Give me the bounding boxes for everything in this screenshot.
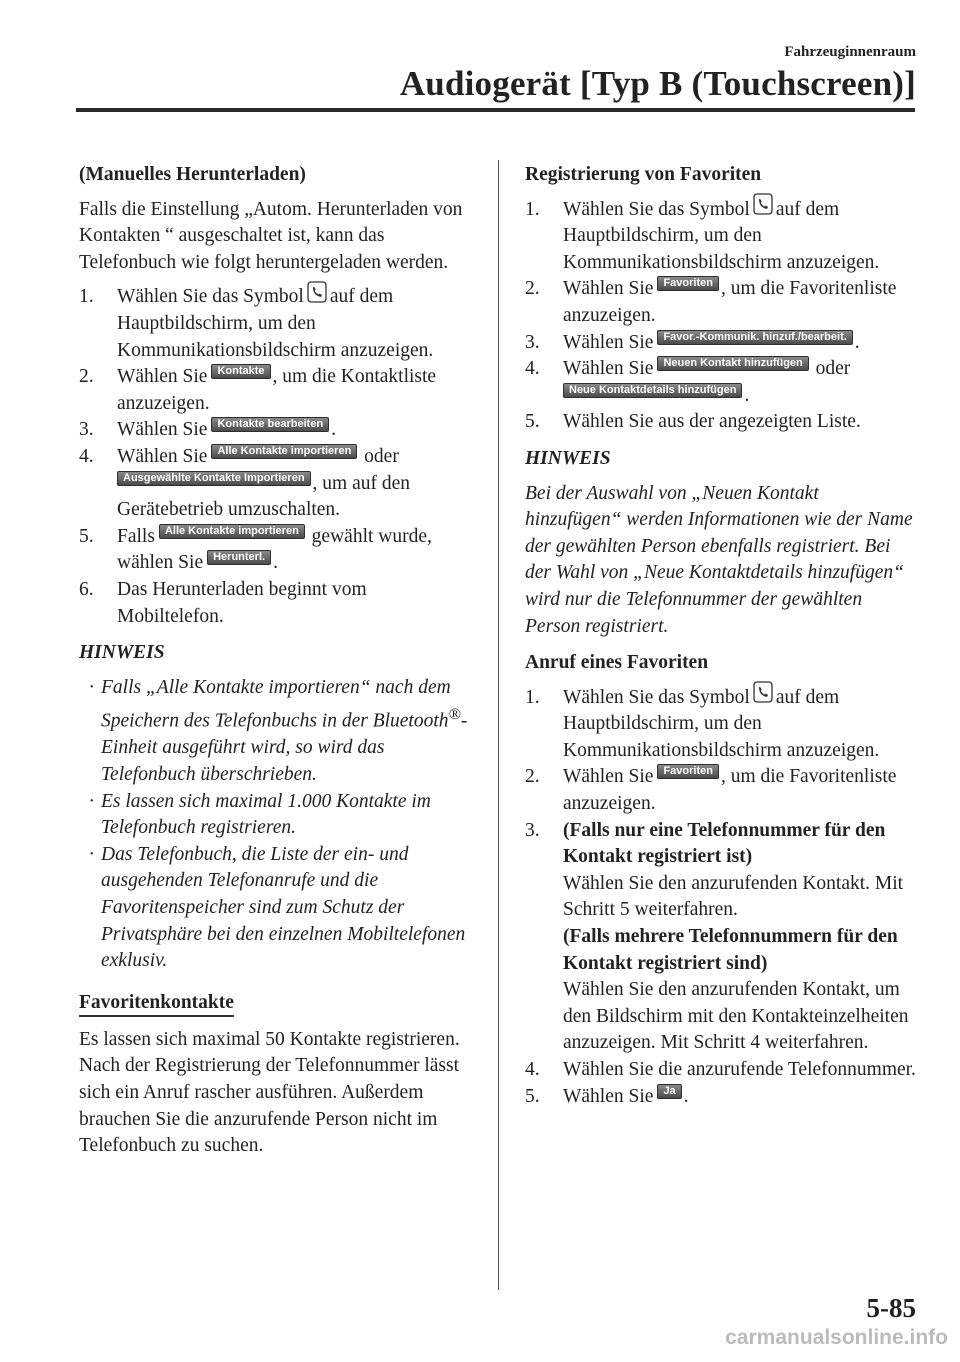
favoriten-button-2[interactable]: Favoriten (657, 764, 719, 779)
kontakte-button[interactable]: Kontakte (211, 364, 270, 379)
step-5: 5. Wählen Sie Ja . (525, 1084, 689, 1107)
manual-download-steps (79, 284, 474, 630)
footer-watermark: carmanualsonline.info (725, 1326, 948, 1349)
ausgewaehlte-kontakte-importieren-button[interactable]: Ausgewählte Kontakte Importieren (117, 471, 311, 486)
kontakte-bearbeiten-button[interactable]: Kontakte bearbeiten (211, 417, 329, 432)
step-5: 5. Falls Alle Kontakte importieren gewählt wurde, wählen Sie Herunterl. . (79, 524, 432, 574)
registrierung-steps (525, 197, 920, 436)
list-item: · Es lassen sich maximal 1.000 Kontakte im Telefonbuch registrieren. (89, 790, 431, 839)
phone-icon (307, 281, 327, 303)
hinweis-label: HINWEIS (79, 642, 165, 664)
page-title: Audiogerät [Typ B (Touchscreen)] (399, 64, 916, 103)
step-4: 4. Wählen Sie Alle Kontakte importieren oder Ausgewählte Kontakte Importieren , um auf den Gerätebetrieb umzuschalten. (79, 444, 411, 521)
hinweis-bullets (79, 675, 474, 975)
step-6: 6. Das Herunterladen beginnt vom Mobiltelefon. (79, 578, 367, 627)
registrierung-heading: Registrierung von Favoriten (525, 164, 762, 185)
neuen-kontakt-hinzufuegen-button[interactable]: Neuen Kontakt hinzufügen (657, 356, 808, 371)
step-4: 4. Wählen Sie die anzurufende Telefonnummer. (525, 1059, 916, 1080)
left-column (79, 162, 474, 1168)
page-number: 5-85 (866, 1293, 916, 1323)
condition-single-number: (Falls nur eine Telefonnummer für den Kontakt registriert ist) (563, 819, 886, 868)
header-rule (76, 108, 915, 112)
list-item: · Falls „Alle Kontakte importieren“ nach dem Speichern des Telefonbuchs in der Bluetooth®-Einheit ausgeführt wird, so wird das Telefonbuch überschrieben. (89, 676, 468, 785)
phone-icon (753, 193, 773, 215)
favoritenkontakte-text: Es lassen sich maximal 50 Kontakte registrieren. Nach der Registrierung der Telefonnummer lässt sich ein Anruf rascher ausführen. Außerdem brauchen Sie die anzurufende Person nicht im Telefonbuch zu suchen. (79, 1028, 460, 1157)
favoriten-button[interactable]: Favoriten (657, 276, 719, 291)
right-column (525, 162, 920, 1118)
condition-multiple-numbers: (Falls mehrere Telefonnummern für den Kontakt registriert sind) (563, 926, 898, 974)
alle-kontakte-importieren-button-2[interactable]: Alle Kontakte importieren (159, 524, 305, 539)
step-1: 1. Wählen Sie das Symbol auf dem Hauptbildschirm, um den Kommunikationsbildschirm anzuzeigen. (79, 284, 474, 364)
phone-icon (753, 681, 773, 703)
favoriten-bearbeiten-button[interactable]: Favor.-Kommunik. hinzuf./bearbeit. (657, 330, 852, 345)
anruf-steps (525, 685, 920, 1111)
herunterladen-button[interactable]: Herunterl. (207, 550, 271, 565)
step-1: 1. Wählen Sie das Symbol auf dem Hauptbildschirm, um den Kommunikationsbildschirm anzuzeigen. (525, 685, 920, 765)
step-3: 3. Wählen Sie Kontakte bearbeiten . (79, 418, 337, 441)
header-section: Fahrzeuginnenraum (784, 44, 916, 60)
step-4: 4. Wählen Sie Neuen Kontakt hinzufügen oder Neue Kontaktdetails hinzufügen . (525, 357, 851, 406)
column-divider (498, 160, 499, 1290)
step-3: 3. Wählen Sie Favor.-Kommunik. hinzuf./bearbeit. . (525, 330, 860, 353)
step-3: 3. (Falls nur eine Telefonnummer für den Kontakt registriert ist) Wählen Sie den anzurufenden Kontakt. Mit Schritt 5 weiterfahren. (Falls mehrere Telefonnummern für den Kontakt registriert sind) Wählen Sie den anzurufenden Kontakt, um den Bildschirm mit den Kontakteinzelheiten anzuzeigen. Mit Schritt 4 weiterfahren. (525, 818, 920, 1057)
step-2: 2. Wählen Sie Kontakte , um die Kontaktliste anzuzeigen. (79, 365, 437, 414)
hinweis-text: Bei der Auswahl von „Neuen Kontakt hinzufügen“ werden Informationen wie der Name der gewählten Person ebenfalls registriert. Bei der Wahl von „Neue Kontaktdetails hinzufügen“ wird nur die Telefonnummer der gewählten Person registriert. (525, 482, 913, 637)
step-5: 5. Wählen Sie aus der angezeigten Liste. (525, 411, 861, 433)
step-1: 1. Wählen Sie das Symbol auf dem Hauptbildschirm, um den Kommunikationsbildschirm anzuzeigen. (525, 197, 920, 277)
anruf-heading: Anruf eines Favoriten (525, 652, 709, 674)
favoritenkontakte-heading: Favoritenkontakte (79, 991, 234, 1017)
manual-download-intro: Falls die Einstellung „Autom. Herunterladen von Kontakten “ ausgeschaltet ist, kann das Telefonbuch wie folgt heruntergeladen werden. (79, 198, 463, 273)
step-2: 2. Wählen Sie Favoriten , um die Favoritenliste anzuzeigen. (525, 277, 897, 326)
list-item: · Das Telefonbuch, die Liste der ein- und ausgehenden Telefonanrufe und die Favoritenspeicher sind zum Schutz der Privatsphäre bei den einzelnen Mobiltelefonen exklusiv. (89, 843, 466, 972)
step-2: 2. Wählen Sie Favoriten , um die Favoritenliste anzuzeigen. (525, 765, 897, 815)
neue-kontaktdetails-hinzufuegen-button[interactable]: Neue Kontaktdetails hinzufügen (563, 383, 742, 398)
ja-button[interactable]: Ja (657, 1084, 681, 1099)
manual-download-heading: (Manuelles Herunterladen) (79, 164, 306, 185)
alle-kontakte-importieren-button[interactable]: Alle Kontakte importieren (211, 444, 357, 459)
hinweis-label: HINWEIS (525, 447, 611, 469)
